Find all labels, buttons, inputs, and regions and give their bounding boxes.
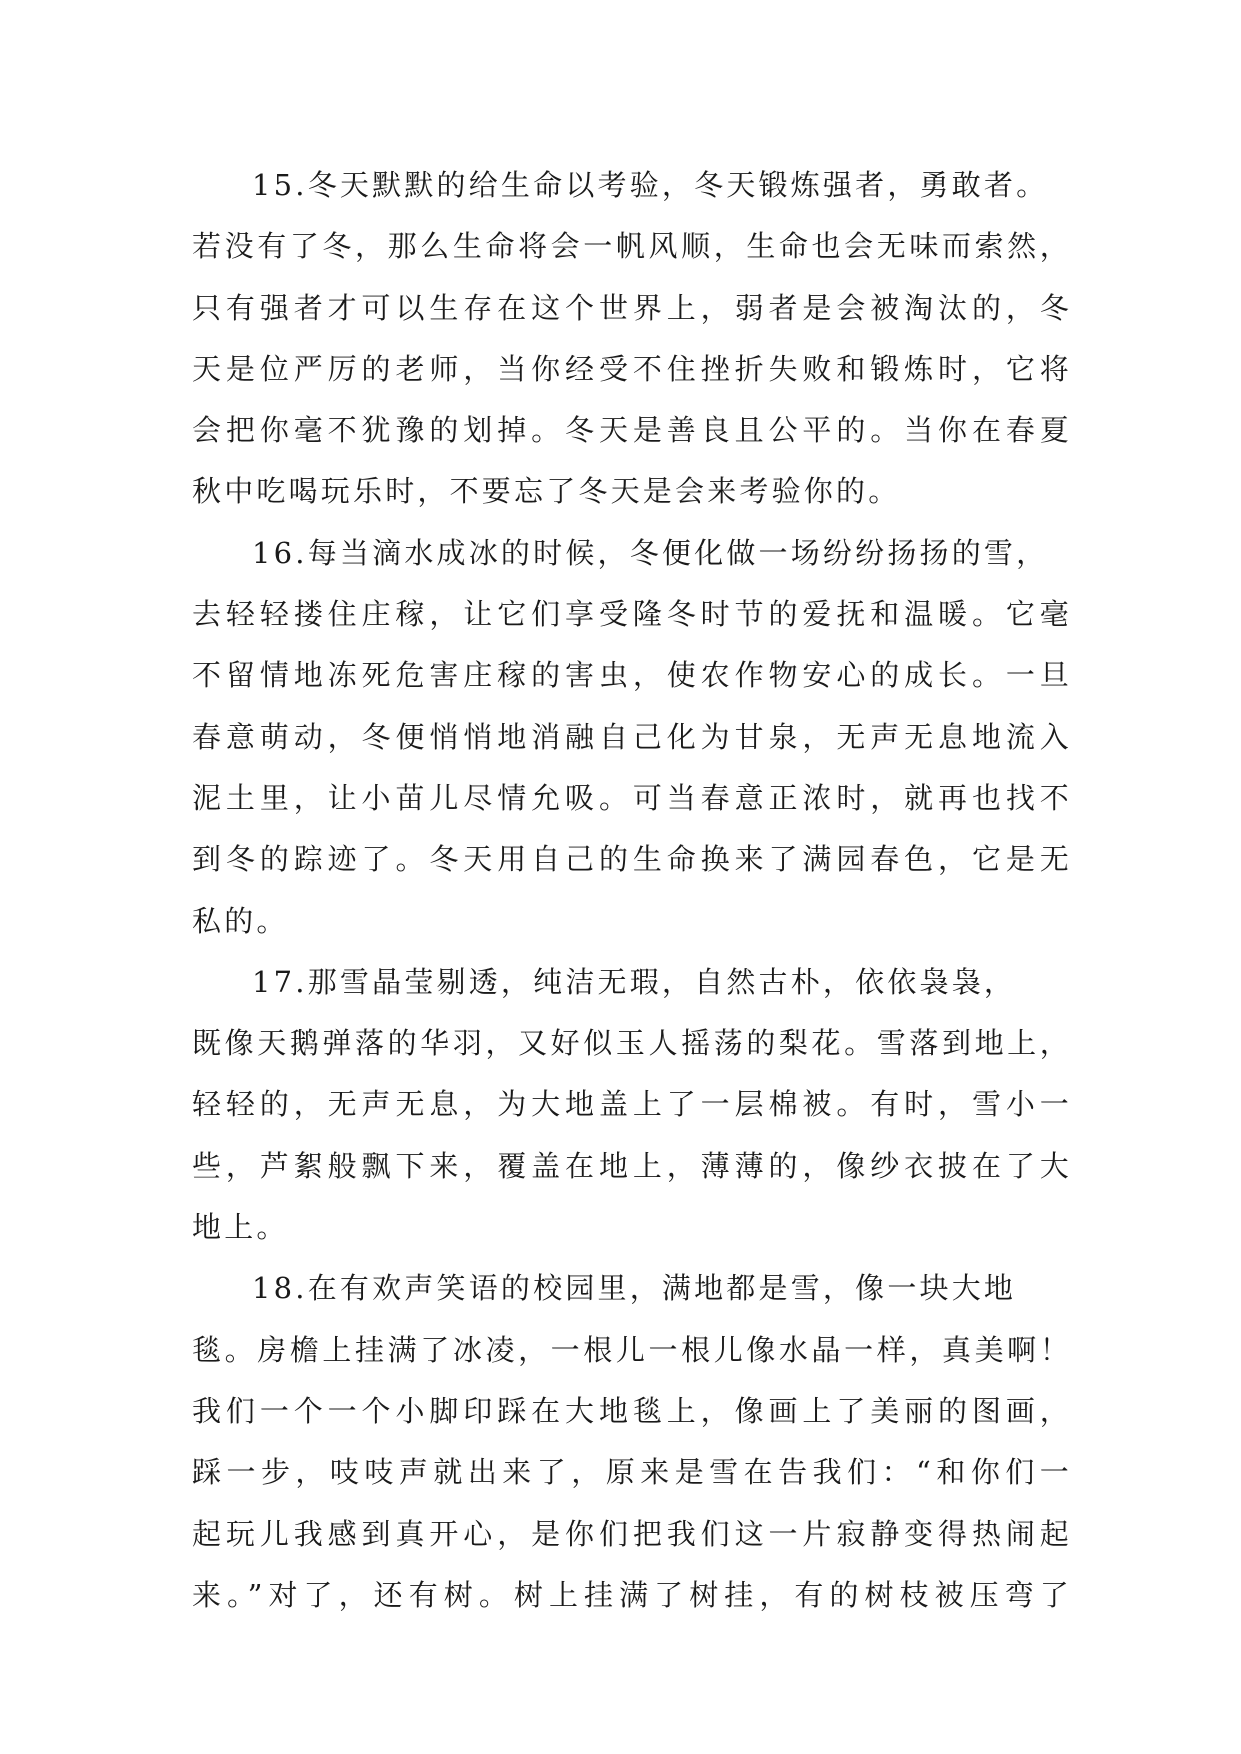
text-line: 既像天鹅弹落的华羽，又好似玉人摇荡的梨花。雪落到地上， xyxy=(192,1026,1072,1061)
text-line: 天是位严厉的老师，当你经受不住挫折失败和锻炼时，它将 xyxy=(192,351,1072,386)
text-line: 来。”对了，还有树。树上挂满了树挂，有的树枝被压弯了 xyxy=(192,1577,1072,1612)
paragraph-16 xyxy=(192,523,1072,952)
text-line: 秋中吃喝玩乐时，不要忘了冬天是会来考验你的。 xyxy=(192,474,901,509)
text-line: 地上。 xyxy=(192,1210,289,1245)
text-line: 16.每当滴水成冰的时候，冬便化做一场纷纷扬扬的雪， xyxy=(252,535,1049,570)
text-line: 若没有了冬，那么生命将会一帆风顺，生命也会无味而索然， xyxy=(192,229,1072,264)
text-line: 些，芦絮般飘下来，覆盖在地上，薄薄的，像纱衣披在了大 xyxy=(192,1148,1072,1183)
text-line: 不留情地冻死危害庄稼的害虫，使农作物安心的成长。一旦 xyxy=(192,658,1072,693)
text-line: 泥土里，让小苗儿尽情允吸。可当春意正浓时，就再也找不 xyxy=(192,780,1072,815)
text-line: 18.在有欢声笑语的校园里，满地都是雪，像一块大地 xyxy=(252,1271,1017,1306)
text-line: 只有强者才可以生存在这个世界上，弱者是会被淘汰的，冬 xyxy=(192,290,1072,325)
text-line: 轻轻的，无声无息，为大地盖上了一层棉被。有时，雪小一 xyxy=(192,1087,1072,1122)
document-body xyxy=(192,155,1072,1626)
text-line: 到冬的踪迹了。冬天用自己的生命换来了满园春色，它是无 xyxy=(192,842,1072,877)
text-line: 踩一步，吱吱声就出来了，原来是雪在告我们：“和你们一 xyxy=(192,1455,1072,1490)
text-line: 私的。 xyxy=(192,903,289,938)
paragraph-17 xyxy=(192,952,1072,1258)
text-line: 毯。房檐上挂满了冰凌，一根儿一根儿像水晶一样，真美啊！ xyxy=(192,1332,1072,1367)
text-line: 去轻轻搂住庄稼，让它们享受隆冬时节的爱抚和温暖。它毫 xyxy=(192,597,1072,632)
text-line: 春意萌动，冬便悄悄地消融自己化为甘泉，无声无息地流入 xyxy=(192,719,1072,754)
paragraph-15 xyxy=(192,155,1072,523)
text-line: 17.那雪晶莹剔透，纯洁无瑕，自然古朴，依依袅袅， xyxy=(252,964,1017,999)
text-line: 起玩儿我感到真开心，是你们把我们这一片寂静变得热闹起 xyxy=(192,1516,1072,1551)
text-line: 会把你毫不犹豫的划掉。冬天是善良且公平的。当你在春夏 xyxy=(192,413,1072,448)
text-line: 15.冬天默默的给生命以考验，冬天锻炼强者，勇敢者。 xyxy=(252,168,1049,202)
paragraph-18 xyxy=(192,1258,1072,1626)
text-line: 我们一个一个小脚印踩在大地毯上，像画上了美丽的图画， xyxy=(192,1393,1072,1428)
